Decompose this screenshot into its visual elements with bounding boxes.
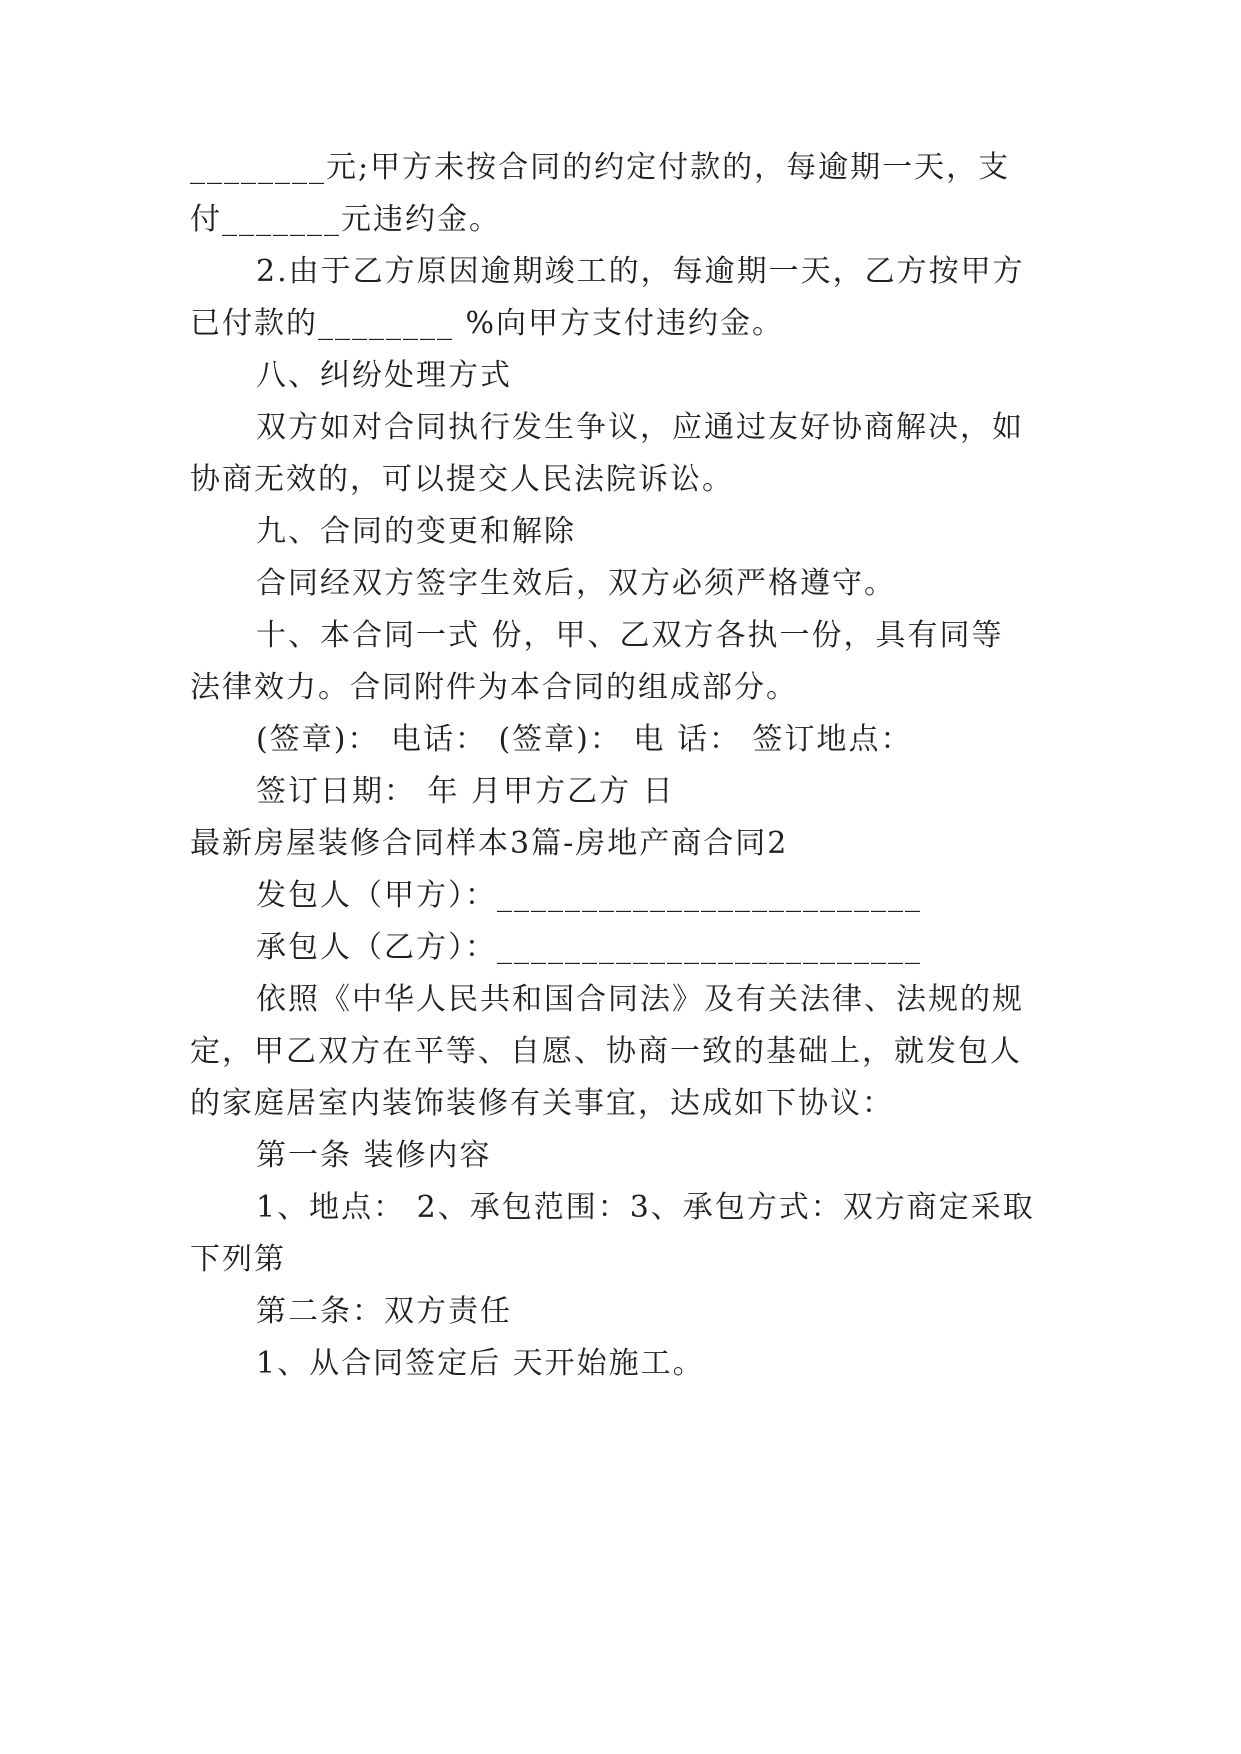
text-line: 合同经双方签字生效后，双方必须严格遵守。 xyxy=(256,566,896,601)
party-a-line: 发包人（甲方）：_________________________ xyxy=(256,878,922,913)
text-line: 双方如对合同执行发生争议，应通过友好协商解决，如 xyxy=(256,410,1024,445)
document-title: 最新房屋装修合同样本3篇-房地产商合同2 xyxy=(190,826,789,861)
text-line: 协商无效的，可以提交人民法院诉讼。 xyxy=(190,462,734,497)
party-b-line: 承包人（乙方）：_________________________ xyxy=(256,930,922,965)
section-heading: 八、纠纷处理方式 xyxy=(256,358,512,393)
signing-date-line: 签订日期： 年 月甲方乙方 日 xyxy=(256,774,675,809)
text-line: ________元;甲方未按合同的约定付款的，每逾期一天，支 xyxy=(190,150,1011,185)
text-line: 付_______元违约金。 xyxy=(190,202,501,237)
text-line: 1、地点： 2、承包范围：3、承包方式：双方商定采取 xyxy=(256,1190,1035,1225)
text-line: 十、本合同一式 份，甲、乙双方各执一份，具有同等 xyxy=(256,618,1004,653)
text-line: 的家庭居室内装饰装修有关事宜，达成如下协议： xyxy=(190,1086,894,1121)
text-line: 定，甲乙双方在平等、自愿、协商一致的基础上，就发包人 xyxy=(190,1034,1022,1069)
text-line: 依照《中华人民共和国合同法》及有关法律、法规的规 xyxy=(256,982,1024,1017)
text-line: 法律效力。合同附件为本合同的组成部分。 xyxy=(190,670,798,705)
text-line: 已付款的________ %向甲方支付违约金。 xyxy=(190,306,785,341)
signature-line: (签章)： 电话： (签章)： 电 话： 签订地点： xyxy=(256,722,913,757)
section-heading: 第一条 装修内容 xyxy=(256,1138,492,1173)
section-heading: 第二条：双方责任 xyxy=(256,1294,512,1329)
text-line: 1、从合同签定后 天开始施工。 xyxy=(256,1346,705,1381)
text-line: 下列第 xyxy=(190,1242,286,1277)
section-heading: 九、合同的变更和解除 xyxy=(256,514,576,549)
text-line: 2.由于乙方原因逾期竣工的，每逾期一天，乙方按甲方 xyxy=(256,254,1025,289)
